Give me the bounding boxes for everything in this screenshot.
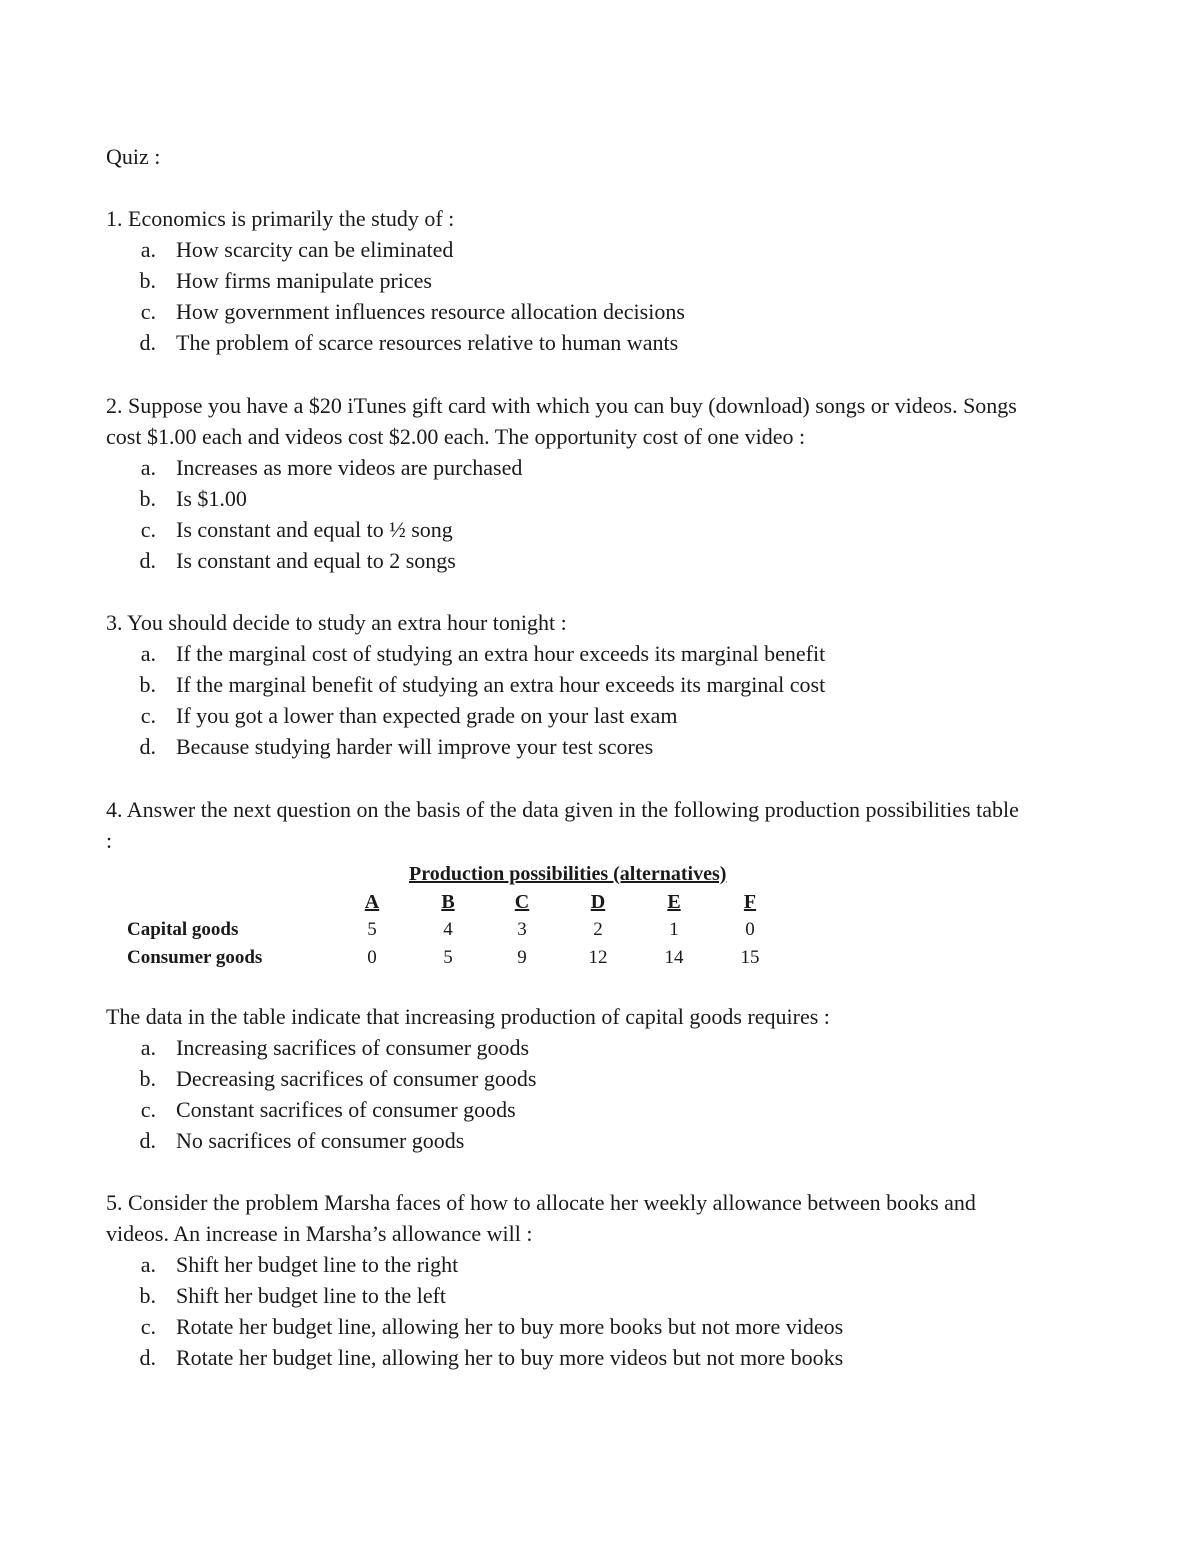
option-letter: d. (139, 1345, 156, 1370)
option-letter: d. (139, 548, 156, 573)
option-text: Decreasing sacrifices of consumer goods (176, 1066, 537, 1091)
question-4-stem-line-1: 4. Answer the next question on the basis of the data given in the following production possibilities table (106, 797, 1019, 822)
option-letter: d. (139, 734, 156, 759)
table-column-header: A (364, 891, 380, 913)
table-cell: 3 (517, 919, 527, 940)
table-row-label: Consumer goods (127, 947, 263, 968)
option-letter: b. (139, 486, 156, 511)
option-text: Increases as more videos are purchased (176, 455, 523, 480)
option-letter: c. (140, 703, 156, 728)
option-text: How scarcity can be eliminated (176, 237, 454, 262)
option-letter: d. (139, 330, 156, 355)
option-letter: d. (139, 1128, 156, 1153)
option-letter: a. (140, 1035, 156, 1060)
option-letter: c. (140, 299, 156, 324)
option-text: Shift her budget line to the left (176, 1283, 447, 1308)
table-cell: 15 (740, 947, 760, 968)
option-text: Constant sacrifices of consumer goods (176, 1097, 516, 1122)
table-cell: 4 (443, 919, 453, 940)
question-2-stem-line-2: cost $1.00 each and videos cost $2.00 each. The opportunity cost of one video : (106, 424, 806, 449)
option-text: Is $1.00 (176, 486, 247, 511)
option-letter: b. (139, 1066, 156, 1091)
question-2-stem-line-1: 2. Suppose you have a $20 iTunes gift card with which you can buy (download) songs or videos. Songs (106, 393, 1017, 418)
question-4-stem-line-2: : (106, 828, 113, 853)
option-letter: a. (140, 237, 156, 262)
table-cell: 1 (669, 919, 679, 940)
option-text: Rotate her budget line, allowing her to buy more videos but not more books (176, 1345, 844, 1370)
question-5-stem-line-1: 5. Consider the problem Marsha faces of how to allocate her weekly allowance between books and (106, 1190, 976, 1215)
option-letter: b. (139, 268, 156, 293)
option-text: If you got a lower than expected grade on your last exam (176, 703, 678, 728)
option-text: Is constant and equal to ½ song (176, 517, 453, 542)
option-letter: b. (139, 1283, 156, 1308)
table-row-label: Capital goods (127, 919, 239, 940)
question-4-sub-stem: The data in the table indicate that increasing production of capital goods requires : (106, 1004, 830, 1029)
table-column-header: F (743, 891, 757, 913)
table-column-header: B (441, 891, 455, 913)
option-text: No sacrifices of consumer goods (176, 1128, 465, 1153)
option-letter: c. (140, 1097, 156, 1122)
option-text: Increasing sacrifices of consumer goods (176, 1035, 530, 1060)
option-text: Is constant and equal to 2 songs (176, 548, 456, 573)
option-letter: b. (139, 672, 156, 697)
table-cell: 12 (588, 947, 608, 968)
table-cell: 9 (517, 947, 527, 968)
option-letter: c. (140, 1314, 156, 1339)
option-text: Because studying harder will improve your test scores (176, 734, 654, 759)
table-column-header: D (590, 891, 606, 913)
option-letter: a. (140, 641, 156, 666)
table-column-header: E (667, 891, 681, 913)
option-text: Shift her budget line to the right (176, 1252, 459, 1277)
question-3-stem: 3. You should decide to study an extra hour tonight : (106, 610, 567, 635)
option-letter: a. (140, 455, 156, 480)
table-cell: 0 (367, 947, 377, 968)
option-text: How government influences resource allocation decisions (176, 299, 685, 324)
option-text: How firms manipulate prices (176, 268, 432, 293)
question-5-stem-line-2: videos. An increase in Marsha’s allowance will : (106, 1221, 533, 1246)
option-letter: c. (140, 517, 156, 542)
quiz-title: Quiz : (106, 144, 161, 169)
table-column-header: C (514, 891, 530, 913)
option-text: If the marginal benefit of studying an extra hour exceeds its marginal cost (176, 672, 826, 697)
table-cell: 5 (443, 947, 453, 968)
option-letter: a. (140, 1252, 156, 1277)
table-cell: 2 (593, 919, 603, 940)
option-text: The problem of scarce resources relative to human wants (176, 330, 679, 355)
table-title: Production possibilities (alternatives) (409, 863, 727, 885)
table-cell: 0 (745, 919, 755, 940)
table-cell: 5 (367, 919, 377, 940)
option-text: Rotate her budget line, allowing her to buy more books but not more videos (176, 1314, 844, 1339)
table-cell: 14 (664, 947, 684, 968)
option-text: If the marginal cost of studying an extra hour exceeds its marginal benefit (176, 641, 826, 666)
question-1-stem: 1. Economics is primarily the study of : (106, 206, 455, 231)
